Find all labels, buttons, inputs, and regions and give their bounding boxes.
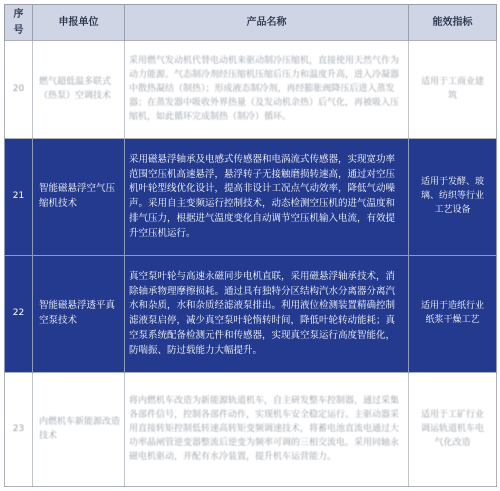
row-description: 真空泵叶轮与高速永磁同步电机直联，采用磁悬浮轴承技术，消除轴承物理摩擦损耗。通过具有独特分区结构汽水分离器分离汽水和杂质，水和杂质经滤液泵排出。利用液位检测装置精确控制滤液泵启停，减少真空泵叶轮惰转时间，降低叶轮转动能耗；真空泵系统配备检测元件和传感器，实现真空泵运行高度智能化，防喘振、防过载能力大幅提升。	[125, 255, 409, 373]
row-description: 采用燃气发动机代替电动机来驱动制冷压缩机，直接使用天然气作为动力能源。气态制冷剂经压缩机压缩后压力和温度升高，进入冷凝器中散热凝结（制热）；形成液态制冷剂，再经膨胀阀降压后进入蒸发器；在蒸发器中吸收外界热量（及发动机余热）后气化，再被吸入压缩机，如此循环完成制热（制冷）循环。	[125, 41, 409, 139]
row-unit: 燃气超低温多联式（热泵）空调技术	[33, 41, 125, 139]
header-effect: 能效指标	[409, 5, 497, 41]
row-description: 将内燃机车改造为新能源轨道机车，自主研发整车控制器，通过采集各部件信号，控制各部件动作，实现机车安全稳定运行。主驱动器采用直接转矩控制低转速高转矩变频调速技术，将蓄电池直流电通过大功率晶闸管逆变器整流后逆变为频率可调的三相交流电。采用同轴永磁电机驱动，并配有水冷装置，提升机车运营能力。	[125, 373, 409, 487]
row-number: 21	[5, 139, 33, 256]
row-unit: 智能磁悬浮空气压缩机技术	[33, 139, 125, 256]
row-effect: 适用于发酵、玻璃、纺织等行业工艺设备	[409, 139, 497, 256]
row-effect: 适用于造纸行业纸浆干燥工艺	[409, 255, 497, 373]
row-effect: 适用于工矿行业调运轨道机车电气化改造	[409, 373, 497, 487]
table-row	[5, 255, 497, 373]
row-effect: 适用于工商业建筑	[409, 41, 497, 139]
row-unit: 内燃机车新能源改造技术	[33, 373, 125, 487]
row-unit: 智能磁悬浮透平真空泵技术	[33, 255, 125, 373]
header-no: 序号	[5, 5, 33, 41]
table-row	[5, 41, 497, 139]
header-row	[5, 5, 497, 41]
row-number: 20	[5, 41, 33, 139]
catalog-table	[4, 4, 497, 487]
table-row	[5, 139, 497, 256]
row-number: 23	[5, 373, 33, 487]
header-product: 产品名称	[125, 5, 409, 41]
header-unit: 申报单位	[33, 5, 125, 41]
row-description: 采用磁悬浮轴承及电感式传感器和电涡流式传感器，实现宽功率范围空压机高速悬浮，悬浮转子无接触磨损转速高，通过对空压机叶轮型线优化设计，提高非设计工况点气动效率，降低气动噪声。采用自主变频运行控制技术，动态检测空压机的进气温度和排气压力，根据进气温度变化自动调节空压机输入电流，有效提升空压机运行。	[125, 139, 409, 256]
table-row	[5, 373, 497, 487]
row-number: 22	[5, 255, 33, 373]
